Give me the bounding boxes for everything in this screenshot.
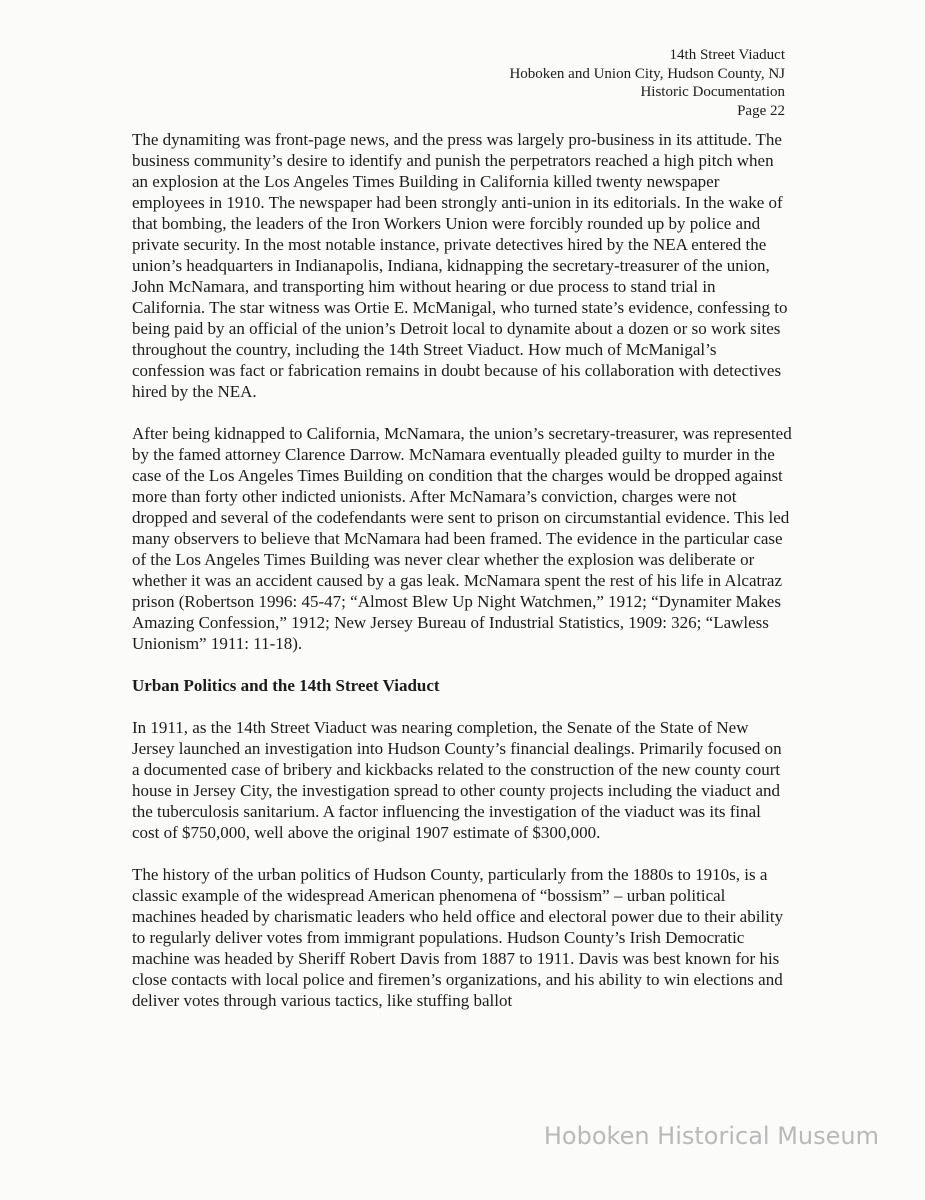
header-doc-type: Historic Documentation (640, 84, 785, 100)
paragraph-mcnamara: After being kidnapped to California, McNamara, the union’s secretary-treasurer, was represented by the famed attorney Clarence Darrow. McNamara eventually pleaded guilty to murder in the case of the Los Angeles Times Building on condition that the charges would be dropped against more than forty other indicted unionists. After McNamara’s conviction, charges were not dropped and several of the codefendants were sent to prison on circumstantial evidence. This led many observers to believe that McNamara had been framed. The evidence in the particular case of the Los Angeles Times Building was never clear whether the explosion was deliberate or whether it was an accident caused by a gas leak. McNamara spent the rest of his life in Alcatraz prison (Robertson 1996: 45-47; “Almost Blew Up Night Watchmen,” 1912; “Dynamiter Makes Amazing Confession,” 1912; New Jersey Bureau of Industrial Statistics, 1909: 326; “Lawless Unionism” 1911: 11-18). (132, 424, 792, 653)
museum-watermark: Hoboken Historical Museum (543, 1122, 879, 1150)
header-page-number: Page 22 (737, 102, 785, 119)
page-header (509, 46, 785, 120)
paragraph-dynamiting: The dynamiting was front-page news, and the press was largely pro-business in its attitude. The business community’s desire to identify and punish the perpetrators reached a high pitch when an explosion at the Los Angeles Times Building in California killed twenty newspaper employees in 1910. The newspaper had been strongly anti-union in its editorials. In the wake of that bombing, the leaders of the Iron Workers Union were forcibly rounded up by police and private security. In the most notable instance, private detectives hired by the NEA entered the union’s headquarters in Indianapolis, Indiana, kidnapping the secretary-treasurer of the union, John McNamara, and transporting him without hearing or due process to stand trial in California. The star witness was Ortie E. McManigal, who turned state’s evidence, confessing to being paid by an official of the union’s Detroit local to dynamite about a dozen or so work sites throughout the country, including the 14th Street Viaduct. How much of McManigal’s confession was fact or fabrication remains in doubt because of his collaboration with detectives hired by the NEA. (132, 130, 788, 401)
paragraph-bossism: The history of the urban politics of Hudson County, particularly from the 1880s to 1910s, is a classic example of the widespread American phenomena of “bossism” – urban political machines headed by charismatic leaders who held office and electoral power due to their ability to regularly deliver votes from immigrant populations. Hudson County’s Irish Democratic machine was headed by Sheriff Robert Davis from 1887 to 1911. Davis was best known for his close contacts with local police and firemen’s organizations, and his ability to win elections and deliver votes through various tactics, like stuffing ballot (132, 865, 784, 1010)
document-body (132, 129, 792, 1032)
paragraph-investigation: In 1911, as the 14th Street Viaduct was nearing completion, the Senate of the State of New Jersey launched an investigation into Hudson County’s financial dealings. Primarily focused on a documented case of bribery and kickbacks related to the construction of the new county court house in Jersey City, the investigation spread to other county projects including the viaduct and the tuberculosis sanitarium. A factor influencing the investigation of the viaduct was its final cost of $750,000, well above the original 1907 estimate of $300,000. (132, 718, 782, 842)
header-title: 14th Street Viaduct (669, 47, 785, 63)
section-heading: Urban Politics and the 14th Street Viaduct (132, 676, 440, 695)
header-location: Hoboken and Union City, Hudson County, NJ (509, 65, 785, 82)
